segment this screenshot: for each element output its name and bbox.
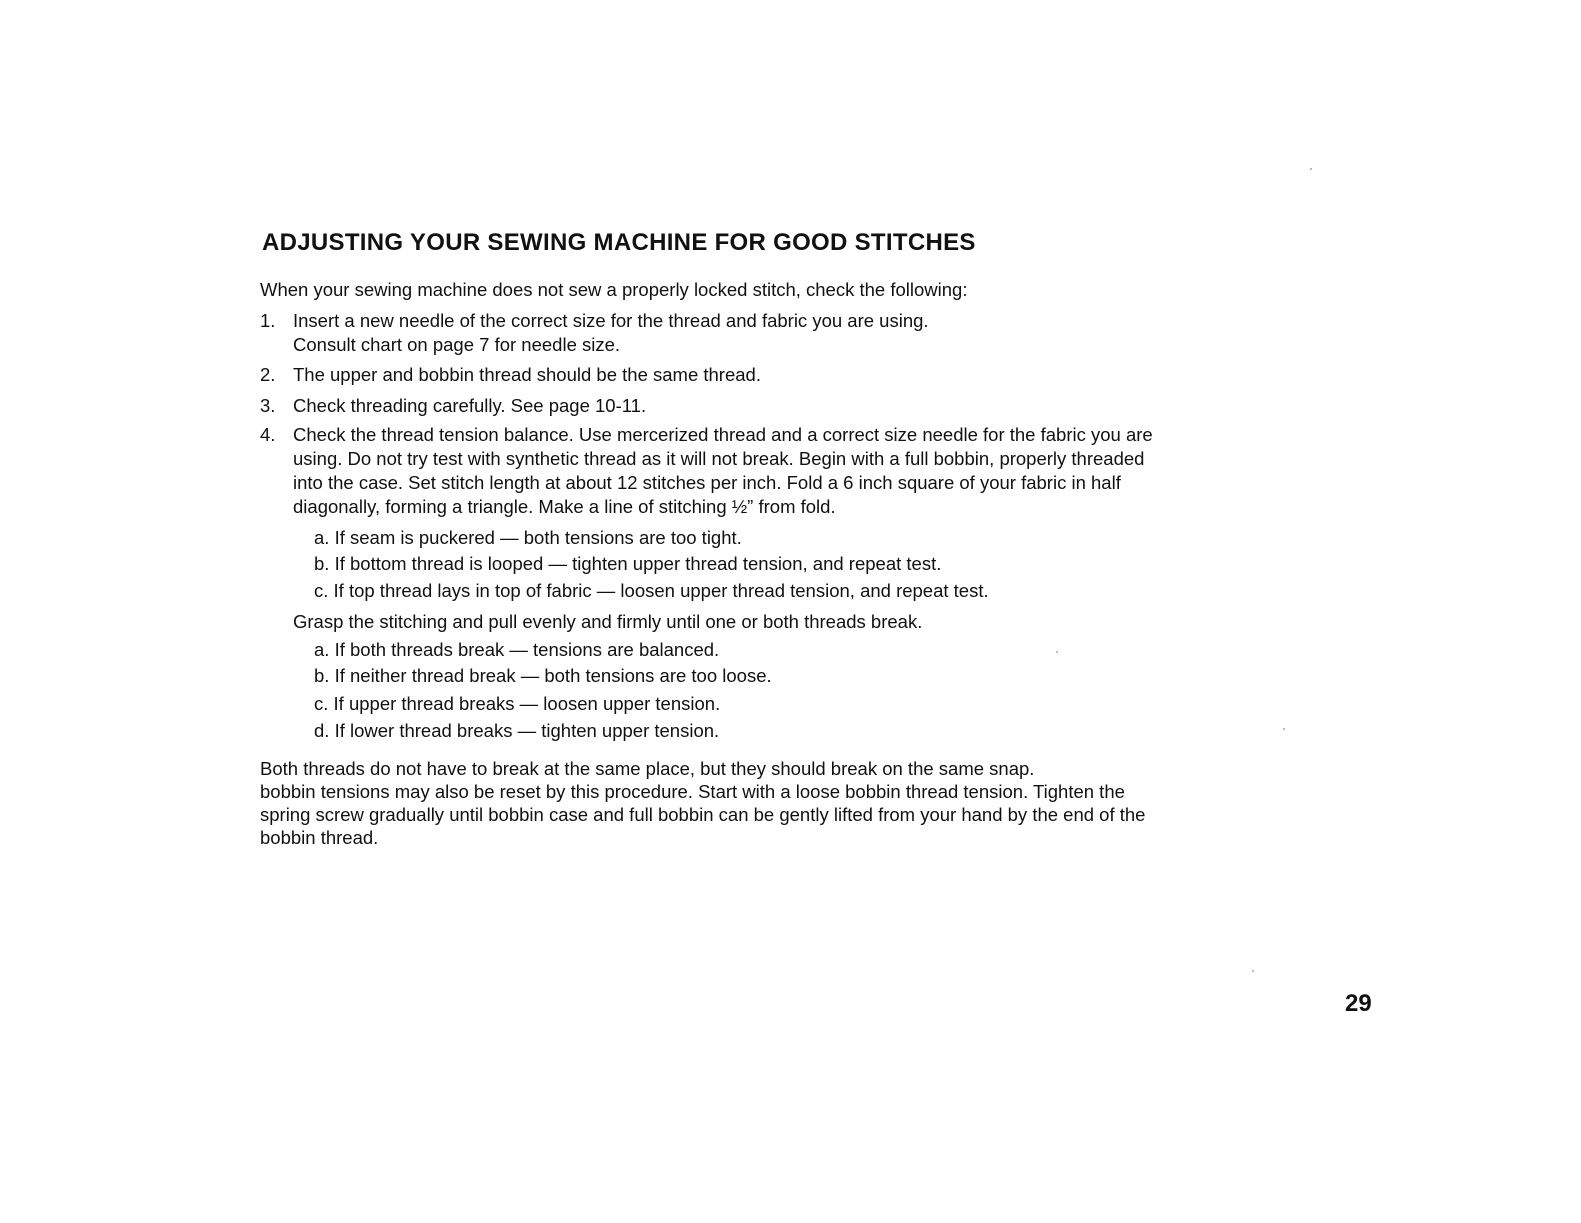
step-text: Check the thread tension balance. Use mercerized thread and a correct size needle for the fabric you are xyxy=(293,424,1153,445)
grasp-instruction: Grasp the stitching and pull evenly and firmly until one or both threads break. xyxy=(293,611,923,632)
page-number: 29 xyxy=(1345,990,1372,1017)
closing-text: Both threads do not have to break at the same place, but they should break on the same snap. xyxy=(260,758,1035,779)
step-text: using. Do not try test with synthetic thread as it will not break. Begin with a full bobbin, properly threaded xyxy=(293,448,1145,469)
step-text: into the case. Set stitch length at about 12 stitches per inch. Fold a 6 inch square of your fabric in half xyxy=(293,472,1121,493)
test-result-item: c. If top thread lays in top of fabric — loosen upper thread tension, and repeat test. xyxy=(314,580,989,601)
scan-speck xyxy=(1310,168,1312,170)
break-result-item: b. If neither thread break — both tensions are too loose. xyxy=(314,665,772,686)
scan-speck xyxy=(1283,728,1285,730)
intro-text: When your sewing machine does not sew a properly locked stitch, check the following: xyxy=(260,279,968,300)
step-text: Check threading carefully. See page 10-11. xyxy=(293,395,647,416)
break-result-item: d. If lower thread breaks — tighten upper tension. xyxy=(314,720,720,741)
closing-text: bobbin tensions may also be reset by this procedure. Start with a loose bobbin thread tension. Tighten the xyxy=(260,781,1125,802)
scan-speck xyxy=(1056,651,1058,653)
step-number: 3. xyxy=(260,395,276,416)
test-result-item: a. If seam is puckered — both tensions are too tight. xyxy=(314,527,742,548)
page-title: ADJUSTING YOUR SEWING MACHINE FOR GOOD STITCHES xyxy=(262,229,976,256)
step-number: 2. xyxy=(260,364,276,385)
scan-speck xyxy=(1252,970,1254,972)
step-number: 1. xyxy=(260,310,276,331)
break-result-item: a. If both threads break — tensions are balanced. xyxy=(314,639,720,660)
closing-text: spring screw gradually until bobbin case and full bobbin can be gently lifted from your hand by the end of the xyxy=(260,804,1146,825)
test-result-item: b. If bottom thread is looped — tighten upper thread tension, and repeat test. xyxy=(314,553,942,574)
step-number: 4. xyxy=(260,424,276,445)
step-text: The upper and bobbin thread should be the same thread. xyxy=(293,364,761,385)
step-text: diagonally, forming a triangle. Make a line of stitching ½” from fold. xyxy=(293,496,836,517)
step-text: Consult chart on page 7 for needle size. xyxy=(293,334,621,355)
step-text: Insert a new needle of the correct size for the thread and fabric you are using. xyxy=(293,310,929,331)
break-result-item: c. If upper thread breaks — loosen upper tension. xyxy=(314,693,721,714)
closing-text: bobbin thread. xyxy=(260,827,379,848)
